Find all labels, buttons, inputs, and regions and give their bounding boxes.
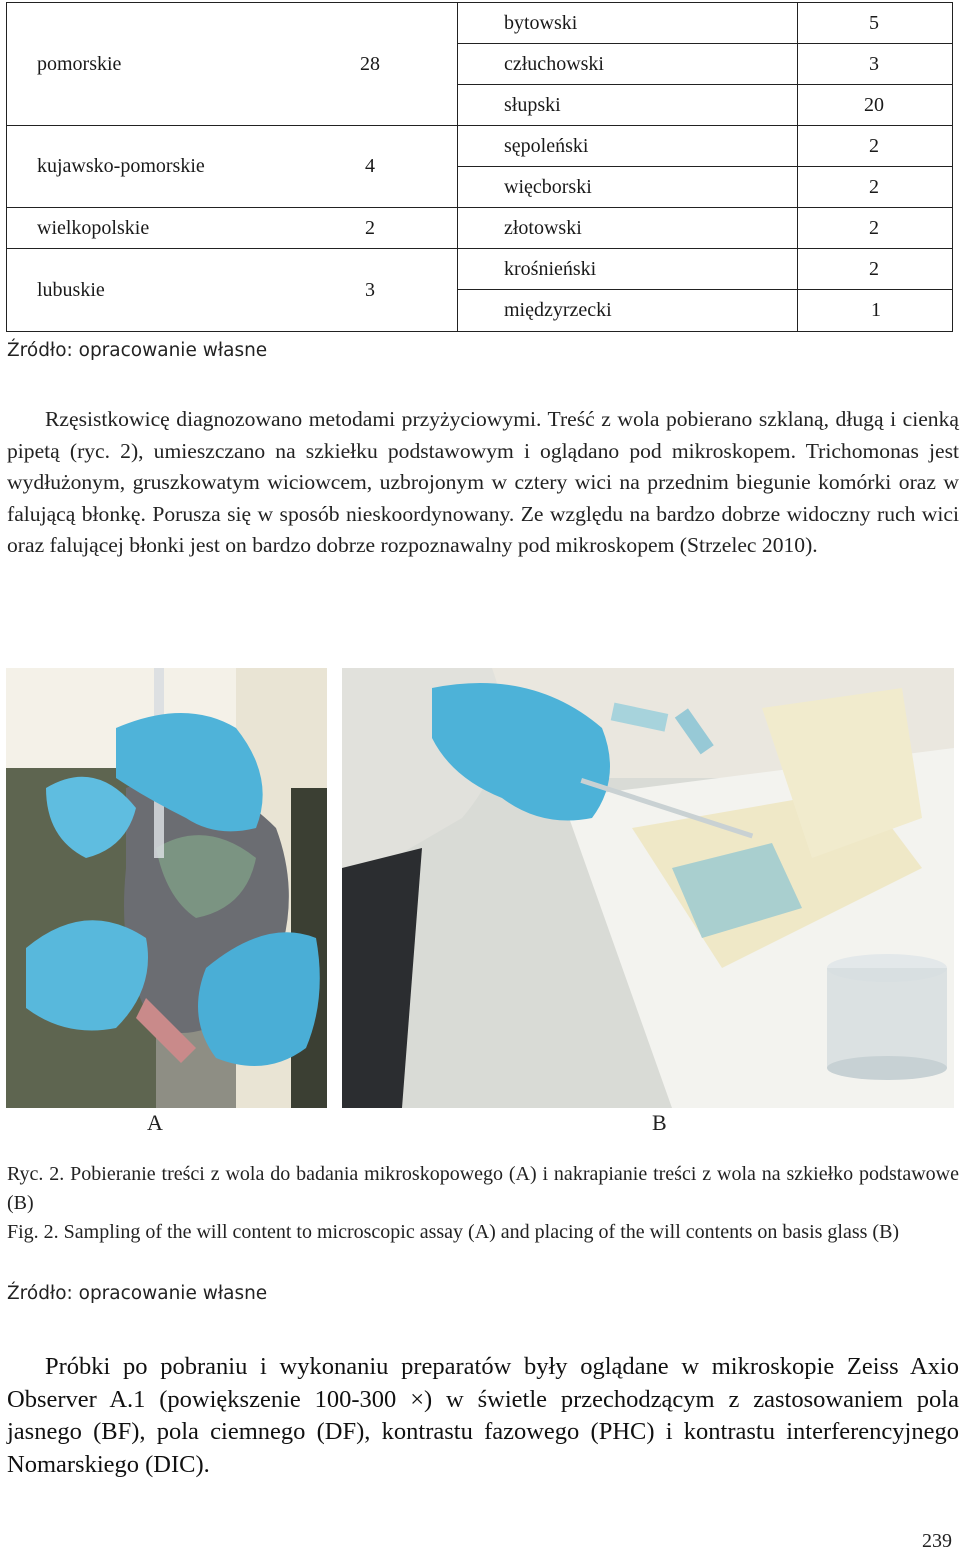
voivodeship-total: 2 bbox=[365, 217, 375, 239]
table-row-line bbox=[7, 207, 952, 208]
district-count: 2 bbox=[869, 217, 879, 239]
district-name: więcborski bbox=[504, 176, 592, 198]
body-paragraph bbox=[7, 404, 959, 562]
voivodeship-name: kujawsko-pomorskie bbox=[37, 155, 205, 177]
figure-label-a: A bbox=[147, 1110, 163, 1135]
district-name: międzyrzecki bbox=[504, 299, 612, 321]
voivodeship-name: lubuskie bbox=[37, 279, 105, 301]
districts-table bbox=[6, 2, 953, 332]
figure-caption bbox=[7, 1160, 959, 1247]
figure-source-note: Źródło: opracowanie własne bbox=[7, 1283, 268, 1304]
body-paragraph bbox=[7, 1351, 959, 1481]
district-name: bytowski bbox=[504, 12, 578, 34]
paragraph-text: Rzęsistkowicę diagnozowano metodami przyżyciowymi. Treść z wola pobierano szklaną, długą i cienką pipetą (ryc. 2), umieszczano na szkiełku podstawowym i oglądano pod mikroskopem. Trichomonas jest wydłużonym, gruszkowatym wiciowcem, uzbrojonym w cztery wici na przednim biegunie komórki oraz w falującą błonkę. Porusza się w sposób nieskoordynowany. Ze względu na bardzo dobrze widoczny ruch wici oraz falującej błonki jest on bardzo dobrze rozpoznawalny pod mikroskopem (Strzelec 2010). bbox=[7, 407, 959, 557]
table-row-line bbox=[7, 248, 952, 249]
voivodeship-total: 4 bbox=[365, 155, 375, 177]
photo-sampling-crop bbox=[6, 668, 327, 1108]
district-count: 5 bbox=[869, 12, 879, 34]
figure-label-b: B bbox=[652, 1110, 667, 1135]
table-divider bbox=[457, 3, 458, 331]
caption-english: Fig. 2. Sampling of the will content to microscopic assay (A) and placing of the will contents on basis glass (B) bbox=[7, 1221, 900, 1243]
page-number: 239 bbox=[922, 1530, 952, 1552]
table-row-line bbox=[457, 43, 952, 44]
voivodeship-name: wielkopolskie bbox=[37, 217, 150, 239]
district-name: człuchowski bbox=[504, 53, 604, 75]
table-divider bbox=[797, 3, 798, 331]
district-count: 2 bbox=[869, 176, 879, 198]
district-name: krośnieński bbox=[504, 258, 597, 280]
table-row-line bbox=[7, 125, 952, 126]
district-count: 2 bbox=[869, 258, 879, 280]
district-name: sępoleński bbox=[504, 135, 589, 157]
district-name: złotowski bbox=[504, 217, 582, 239]
district-count: 2 bbox=[869, 135, 879, 157]
caption-polish: Ryc. 2. Pobieranie treści z wola do badania mikroskopowego (A) i nakrapianie treści z wola na szkiełko podstawowe (B) bbox=[7, 1163, 959, 1214]
voivodeship-name: pomorskie bbox=[37, 53, 122, 75]
photo-slide-preparation bbox=[342, 668, 954, 1108]
voivodeship-total: 28 bbox=[360, 53, 380, 75]
district-count: 3 bbox=[869, 53, 879, 75]
district-name: słupski bbox=[504, 94, 561, 116]
paragraph-text: Próbki po pobraniu i wykonaniu preparatów były oglądane w mikroskopie Zeiss Axio Observer A.1 (powiększenie 100-300 ×) w świetle przechodzącym z zastosowaniem pola jasnego (BF), pola ciemnego (DF), kontrastu fazowego (PHC) i kontrastu interferencyjnego Nomarskiego (DIC). bbox=[7, 1353, 959, 1478]
table-source-note: Źródło: opracowanie własne bbox=[7, 340, 268, 361]
district-count: 20 bbox=[864, 94, 884, 116]
table-row-line bbox=[457, 289, 952, 290]
table-row-line bbox=[457, 166, 952, 167]
district-count: 1 bbox=[871, 299, 881, 321]
voivodeship-total: 3 bbox=[365, 279, 375, 301]
table-row-line bbox=[457, 84, 952, 85]
